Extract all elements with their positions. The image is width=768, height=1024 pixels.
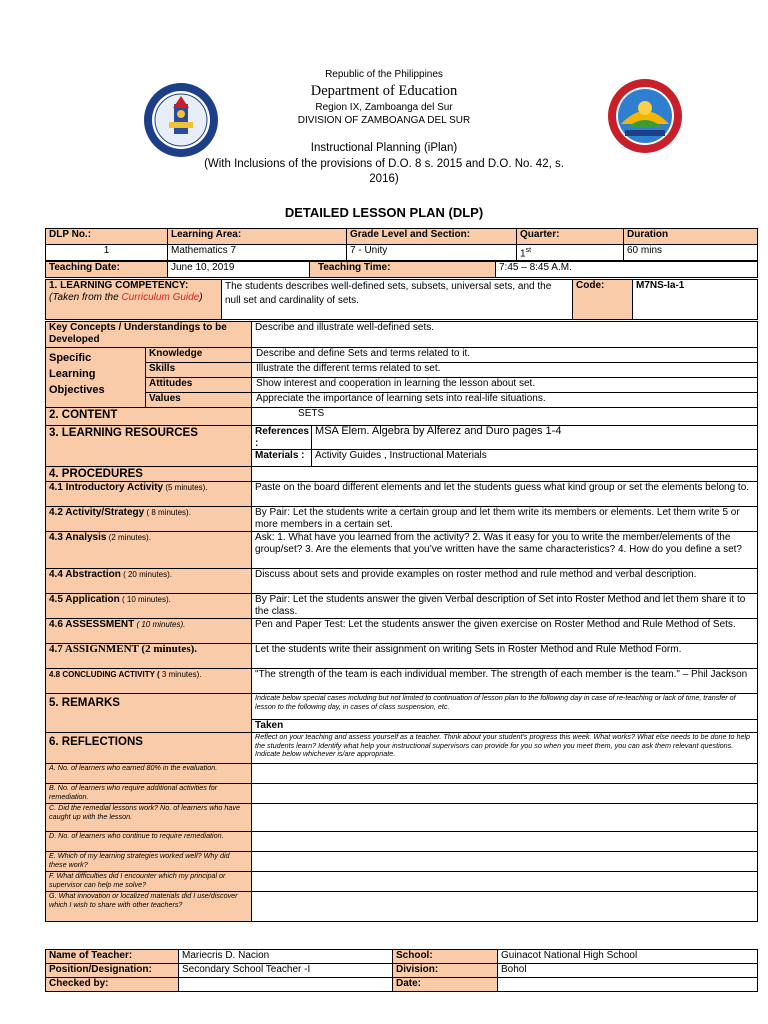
- references-label: References :: [252, 426, 312, 450]
- objectives-label: Specific Learning Objectives: [46, 348, 146, 408]
- objective-domain-attitudes: Attitudes: [146, 378, 252, 393]
- position-value: Secondary School Teacher -I: [179, 964, 393, 978]
- procedure-title-4-8: 4.8 CONCLUDING ACTIVITY ( 3 minutes).: [46, 669, 252, 694]
- content-text: SETS: [252, 408, 758, 426]
- procedure-text-4-3: Ask: 1. What have you learned from the activity? 2. Was it easy for you to write the member/elements of the group/set? 3. Are the elements that you’ve written have the same characteristics? 4. How do you define a set?: [252, 532, 758, 569]
- lesson-body-table: [45, 321, 758, 922]
- teacher-value: Mariecris D. Nacion: [179, 950, 393, 964]
- objective-text-values: Appreciate the importance of learning sets into real-life situations.: [252, 393, 758, 408]
- checked-by-value: [179, 978, 393, 992]
- inclusions-line-2: 2016): [369, 173, 399, 185]
- inclusions-line-1: (With Inclusions of the provisions of D.O. 8 s. 2015 and D.O. No. 42, s.: [204, 158, 564, 170]
- remarks-value: Taken: [252, 720, 758, 733]
- objective-text-skills: Illustrate the different terms related to set.: [252, 363, 758, 378]
- procedure-title-4-3: 4.3 Analysis (2 minutes).: [46, 532, 252, 569]
- reflection-answer-g: [252, 892, 758, 922]
- region-line: Region IX, Zamboanga del Sur: [315, 102, 453, 113]
- reflection-item-g: G. What innovation or localized materials did I use/discover which I wish to share with other teachers?: [46, 892, 252, 922]
- signatory-table: [45, 949, 758, 992]
- key-concepts-text: Describe and illustrate well-defined sets.: [252, 322, 758, 348]
- dlp-info-table: [45, 228, 758, 261]
- objective-domain-skills: Skills: [146, 363, 252, 378]
- procedures-label: 4. PROCEDURES: [46, 467, 252, 482]
- teaching-time-label: Teaching Time:: [310, 262, 496, 278]
- procedure-title-4-7: 4.7 ASSIGNMENT (2 minutes).: [46, 644, 252, 669]
- reflection-answer-e: [252, 852, 758, 872]
- dlp-no-label: DLP No.:: [46, 229, 168, 245]
- learning-area-value: Mathematics 7: [168, 245, 347, 261]
- remarks-label: 5. REMARKS: [46, 694, 252, 733]
- reflection-item-d: D. No. of learners who continue to require remediation.: [46, 832, 252, 852]
- references-text: MSA Elem. Algebra by Alferez and Duro pages 1-4: [312, 426, 758, 450]
- teaching-date-value: June 10, 2019: [168, 262, 310, 278]
- reflection-answer-d: [252, 832, 758, 852]
- procedure-text-4-1: Paste on the board different elements and let the students guess what kind group or set the elements belong to.: [252, 482, 758, 507]
- duration-label: Duration: [624, 229, 758, 245]
- code-value: M7NS-Ia-1: [633, 280, 758, 320]
- reflections-note: Reflect on your teaching and assess yourself as a teacher. Think about your student’s progress this week. What works? What else needs to be done to help the students learn? Identify what help your instructional supervisors can provide for you so when you meet them, you can ask them relevant questions. Indicate below whichever is/are appropriate.: [252, 733, 758, 764]
- procedure-text-4-4: Discuss about sets and provide examples on roster method and rule method and verbal description.: [252, 569, 758, 594]
- key-concepts-label: Key Concepts / Understandings to be Developed: [46, 322, 252, 348]
- reflection-item-a: A. No. of learners who earned 80% in the evaluation.: [46, 764, 252, 784]
- procedure-title-4-2: 4.2 Activity/Strategy ( 8 minutes).: [46, 507, 252, 532]
- procedure-title-4-6: 4.6 ASSESSMENT ( 10 minutes).: [46, 619, 252, 644]
- materials-text: Activity Guides , Instructional Materials: [312, 450, 758, 467]
- competency-source: (Taken from the Curriculum Guide): [49, 291, 203, 303]
- procedure-title-4-4: 4.4 Abstraction ( 20 minutes).: [46, 569, 252, 594]
- objective-domain-knowledge: Knowledge: [146, 348, 252, 363]
- division-value: Bohol: [498, 964, 758, 978]
- teaching-date-label: Teaching Date:: [46, 262, 168, 278]
- dlp-no-value: 1: [46, 245, 168, 261]
- procedure-text-4-6: Pen and Paper Test: Let the students answer the given exercise on Roster Method and Rule Method of Sets.: [252, 619, 758, 644]
- objective-text-knowledge: Describe and define Sets and terms related to it.: [252, 348, 758, 363]
- remarks-note: Indicate below special cases including but not limited to continuation of lesson plan to the following day in case of re-teaching or lack of time, transfer of lesson to the following day, in cases of class suspension, etc.: [252, 694, 758, 720]
- reflections-label: 6. REFLECTIONS: [46, 733, 252, 764]
- grade-label: Grade Level and Section:: [347, 229, 517, 245]
- procedure-title-4-5: 4.5 Application ( 10 minutes).: [46, 594, 252, 619]
- dlp-title: DETAILED LESSON PLAN (DLP): [284, 205, 484, 220]
- reflection-answer-b: [252, 784, 758, 804]
- department-title: Department of Education: [310, 83, 458, 99]
- procedure-text-4-7: Let the students write their assignment on writing Sets in Roster Method and Rule Method Form.: [252, 644, 758, 669]
- date-value: [498, 978, 758, 992]
- procedure-title-4-1: 4.1 Introductory Activity (5 minutes).: [46, 482, 252, 507]
- procedure-text-4-8: "The strength of the team is each individual member. The strength of each member is the team." – Phil Jackson: [252, 669, 758, 694]
- competency-label-cell: [46, 280, 222, 320]
- materials-label: Materials :: [252, 450, 312, 467]
- learning-area-label: Learning Area:: [168, 229, 347, 245]
- division-line: DIVISION OF ZAMBOANGA DEL SUR: [297, 115, 471, 126]
- duration-value: 60 mins: [624, 245, 758, 261]
- code-label: Code:: [573, 280, 633, 320]
- grade-value: 7 - Unity: [347, 245, 517, 261]
- quarter-value: 1st: [517, 245, 624, 261]
- reflection-answer-a: [252, 764, 758, 784]
- teaching-schedule-table: [45, 261, 758, 278]
- school-value: Guinacot National High School: [498, 950, 758, 964]
- reflection-answer-f: [252, 872, 758, 892]
- content-label: 2. CONTENT: [46, 408, 252, 426]
- reflection-item-e: E. Which of my learning strategies worked well? Why did these work?: [46, 852, 252, 872]
- checked-by-label: Checked by:: [46, 978, 179, 992]
- procedure-text-4-2: By Pair: Let the students write a certain group and let them write its members or elements. Let them write 5 or more members in a certain set.: [252, 507, 758, 532]
- date-label: Date:: [393, 978, 498, 992]
- competency-label: 1. LEARNING COMPETENCY:: [49, 280, 189, 291]
- objective-domain-values: Values: [146, 393, 252, 408]
- quarter-label: Quarter:: [517, 229, 624, 245]
- procedures-blank: [252, 467, 758, 482]
- competency-table: [45, 279, 758, 320]
- objective-text-attitudes: Show interest and cooperation in learning the lesson about set.: [252, 378, 758, 393]
- school-label: School:: [393, 950, 498, 964]
- teaching-time-value: 7:45 – 8:45 A.M.: [496, 262, 758, 278]
- competency-text: The students describes well-defined sets, subsets, universal sets, and the null set and cardinality of sets.: [222, 280, 573, 320]
- reflection-item-b: B. No. of learners who require additional activities for remediation.: [46, 784, 252, 804]
- republic-line: Republic of the Philippines: [325, 69, 443, 80]
- teacher-label: Name of Teacher:: [46, 950, 179, 964]
- position-label: Position/Designation:: [46, 964, 179, 978]
- reflection-item-f: F. What difficulties did I encounter which my principal or supervisor can help me solve?: [46, 872, 252, 892]
- iplan-title: Instructional Planning (iPlan): [310, 142, 458, 154]
- division-label: Division:: [393, 964, 498, 978]
- reflection-item-c: C. Did the remedial lessons work? No. of learners who have caught up with the lesson.: [46, 804, 252, 832]
- division-seal-logo: [607, 78, 683, 154]
- reflection-answer-c: [252, 804, 758, 832]
- resources-label: 3. LEARNING RESOURCES: [46, 426, 252, 467]
- procedure-text-4-5: By Pair: Let the students answer the given Verbal description of Set into Roster Method and let them share it to the class.: [252, 594, 758, 619]
